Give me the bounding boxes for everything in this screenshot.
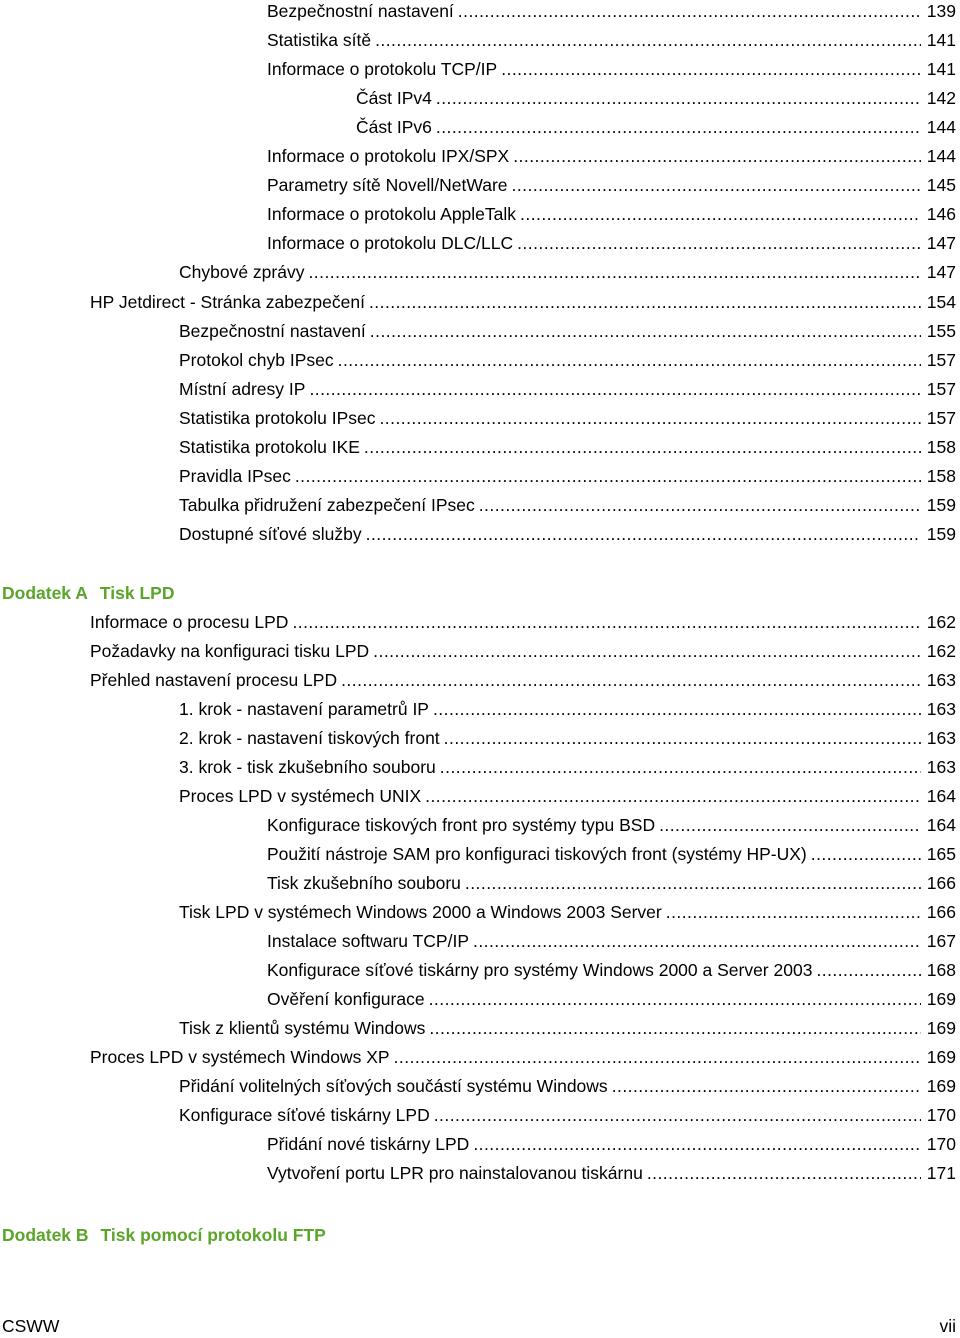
toc-dot-leader: [366, 520, 921, 549]
toc-entry-page: 169: [926, 1076, 956, 1096]
toc-entry-title: Tisk z klientů systému Windows: [179, 1018, 426, 1038]
toc-entry-page: 158: [926, 465, 956, 486]
toc-dot-leader: [473, 1130, 920, 1159]
toc-entry-title: Konfigurace síťové tiskárny LPD: [179, 1105, 430, 1125]
toc-entry[interactable]: [267, 229, 956, 258]
toc-entry-page: 147: [926, 233, 956, 254]
toc-entry-title: Proces LPD v systémech UNIX: [179, 786, 422, 806]
footer-page-number: vii: [939, 1316, 956, 1336]
toc-entry-title: Přehled nastavení procesu LPD: [90, 670, 338, 690]
toc-entry-page: 169: [926, 1018, 956, 1038]
appendix-a-heading[interactable]: [2, 579, 174, 608]
toc-entry-title: Parametry sítě Novell/NetWare: [267, 175, 508, 196]
toc-entry-page: 163: [926, 699, 956, 719]
toc-entry[interactable]: [267, 927, 956, 956]
toc-dot-leader: [473, 927, 921, 956]
toc-entry-page: 164: [926, 786, 956, 806]
appendix-b-title: Tisk pomocí protokolu FTP: [100, 1225, 326, 1245]
toc-entry-title: Informace o protokolu TCP/IP: [267, 59, 498, 80]
toc-entry-page: 157: [926, 378, 956, 399]
toc-entry-title: 3. krok - tisk zkušebního souboru: [179, 757, 436, 777]
toc-dot-leader: [364, 433, 921, 462]
toc-entry[interactable]: [179, 258, 956, 287]
toc-dot-leader: [436, 113, 921, 142]
footer-left: CSWW: [2, 1316, 60, 1336]
appendix-b-label: Dodatek B: [2, 1225, 89, 1245]
toc-entry[interactable]: [179, 462, 956, 491]
toc-entry-page: 141: [926, 59, 956, 80]
toc-entry[interactable]: [179, 1072, 956, 1101]
toc-entry-page: 141: [926, 30, 956, 51]
toc-entry-page: 166: [926, 873, 956, 893]
toc-entry[interactable]: [267, 0, 956, 26]
toc-entry-page: 169: [926, 989, 956, 1009]
toc-entry-title: Část IPv4: [356, 88, 432, 109]
toc-dot-leader: [370, 317, 921, 346]
toc-dot-leader: [647, 1159, 921, 1188]
toc-entry[interactable]: [179, 520, 956, 549]
toc-dot-leader: [512, 171, 921, 200]
toc-entry-title: Proces LPD v systémech Windows XP: [90, 1047, 390, 1067]
toc-entry-title: Informace o protokolu DLC/LLC: [267, 233, 514, 254]
toc-dot-leader: [425, 782, 921, 811]
toc-entry-page: 155: [926, 320, 956, 341]
appendix-a-title: Tisk LPD: [99, 583, 175, 603]
toc-dot-leader: [811, 840, 921, 869]
appendix-a-label: Dodatek A: [2, 583, 88, 603]
toc-dot-leader: [429, 985, 921, 1014]
toc-entry[interactable]: [179, 317, 956, 346]
toc-entry-title: Místní adresy IP: [179, 378, 306, 399]
toc-entry[interactable]: [90, 1043, 956, 1072]
toc-entry[interactable]: [179, 346, 956, 375]
toc-entry-title: Přidání volitelných síťových součástí systému Windows: [179, 1076, 608, 1096]
toc-entry-title: Část IPv6: [356, 117, 432, 138]
toc-entry-page: 167: [926, 931, 956, 951]
toc-dot-leader: [436, 84, 921, 113]
toc-entry[interactable]: [179, 724, 956, 753]
toc-entry-title: Protokol chyb IPsec: [179, 349, 334, 370]
toc-entry-title: 1. krok - nastavení parametrů IP: [179, 699, 429, 719]
toc-dot-leader: [666, 898, 921, 927]
toc-entry-title: Statistika protokolu IKE: [179, 436, 360, 457]
toc-dot-leader: [394, 1043, 921, 1072]
toc-entry[interactable]: [90, 637, 956, 666]
toc-entry[interactable]: [267, 956, 956, 985]
toc-dot-leader: [338, 346, 921, 375]
toc-dot-leader: [375, 26, 921, 55]
toc-entry-title: Tisk zkušebního souboru: [267, 873, 461, 893]
toc-entry-title: Bezpečnostní nastavení: [267, 1, 454, 21]
toc-dot-leader: [295, 462, 921, 491]
toc-entry-title: Použití nástroje SAM pro konfiguraci tiskových front (systémy HP-UX): [267, 844, 807, 864]
toc-entry[interactable]: [179, 375, 956, 404]
toc-dot-leader: [479, 491, 921, 520]
toc-dot-leader: [373, 637, 921, 666]
toc-entry[interactable]: [267, 200, 956, 229]
toc-entry-page: 162: [926, 641, 956, 661]
toc-entry-title: Tisk LPD v systémech Windows 2000 a Windows 2003 Server: [179, 902, 662, 922]
toc-entry-title: Pravidla IPsec: [179, 465, 291, 486]
toc-entry-page: 158: [926, 436, 956, 457]
toc-entry-title: Vytvoření portu LPR pro nainstalovanou tiskárnu: [267, 1163, 643, 1183]
toc-dot-leader: [434, 1101, 921, 1130]
toc-entry[interactable]: [179, 1101, 956, 1130]
toc-dot-leader: [501, 55, 921, 84]
toc-entry-title: Instalace softwaru TCP/IP: [267, 931, 469, 951]
toc-entry-title: Informace o protokolu IPX/SPX: [267, 146, 510, 167]
toc-entry-title: HP Jetdirect - Stránka zabezpečení: [90, 291, 365, 312]
toc-dot-leader: [341, 666, 921, 695]
toc-entry-title: 2. krok - nastavení tiskových front: [179, 728, 440, 748]
toc-dot-leader: [309, 375, 920, 404]
toc-entry-page: 144: [926, 117, 956, 138]
toc-entry-page: 169: [926, 1047, 956, 1067]
toc-entry[interactable]: [267, 26, 956, 55]
toc-dot-leader: [816, 956, 920, 985]
toc-entry-title: Statistika protokolu IPsec: [179, 407, 376, 428]
toc-entry-title: Statistika sítě: [267, 30, 372, 51]
toc-entry[interactable]: [356, 113, 956, 142]
toc-entry[interactable]: [179, 753, 956, 782]
toc-dot-leader: [444, 724, 921, 753]
toc-entry-page: 146: [926, 204, 956, 225]
toc-entry-page: 170: [926, 1134, 956, 1154]
toc-entry-page: 145: [926, 175, 956, 196]
toc-entry[interactable]: [267, 171, 956, 200]
toc-dot-leader: [433, 695, 921, 724]
toc-entry[interactable]: [267, 142, 956, 171]
toc-entry[interactable]: [179, 898, 956, 927]
toc-entry[interactable]: [179, 1014, 956, 1043]
toc-entry[interactable]: [179, 491, 956, 520]
toc-entry-title: Požadavky na konfiguraci tisku LPD: [90, 641, 370, 661]
toc-entry-page: 163: [926, 670, 956, 690]
toc-entry-page: 157: [926, 407, 956, 428]
toc-entry-title: Konfigurace tiskových front pro systémy typu BSD: [267, 815, 656, 835]
toc-entry-page: 144: [926, 146, 956, 167]
toc-dot-leader: [369, 288, 921, 317]
toc-entry[interactable]: [267, 1159, 956, 1188]
toc-entry[interactable]: [90, 608, 956, 637]
toc-dot-leader: [465, 869, 921, 898]
toc-entry[interactable]: [179, 782, 956, 811]
toc-entry-title: Konfigurace síťové tiskárny pro systémy Windows 2000 a Server 2003: [267, 960, 813, 980]
toc-entry-page: 154: [926, 291, 956, 312]
toc-entry-page: 142: [926, 88, 956, 109]
toc-dot-leader: [513, 142, 921, 171]
toc-dot-leader: [429, 1014, 920, 1043]
toc-entry[interactable]: [267, 985, 956, 1014]
toc-dot-leader: [517, 229, 921, 258]
toc-entry-page: 166: [926, 902, 956, 922]
appendix-b-heading[interactable]: [2, 1221, 326, 1250]
toc-entry-page: 168: [926, 960, 956, 980]
toc-entry-page: 171: [926, 1163, 956, 1183]
toc-dot-leader: [458, 0, 921, 26]
toc-entry-page: 163: [926, 757, 956, 777]
toc-entry-title: Přidání nové tiskárny LPD: [267, 1134, 470, 1154]
toc-entry[interactable]: [267, 811, 956, 840]
toc-entry-title: Ověření konfigurace: [267, 989, 425, 1009]
toc-entry-title: Informace o protokolu AppleTalk: [267, 204, 517, 225]
toc-entry-page: 165: [926, 844, 956, 864]
toc-dot-leader: [440, 753, 921, 782]
toc-entry-page: 159: [926, 494, 956, 515]
toc-dot-leader: [520, 200, 921, 229]
toc-entry[interactable]: [267, 1130, 956, 1159]
toc-entry-page: 164: [926, 815, 956, 835]
toc-dot-leader: [612, 1072, 921, 1101]
toc-entry[interactable]: [179, 404, 956, 433]
toc-entry[interactable]: [356, 84, 956, 113]
toc-entry[interactable]: [267, 869, 956, 898]
toc-entry[interactable]: [267, 840, 956, 869]
toc-dot-leader: [379, 404, 920, 433]
toc-entry-page: 157: [926, 349, 956, 370]
toc-entry-page: 139: [926, 1, 956, 21]
toc-dot-leader: [308, 258, 920, 287]
toc-entry[interactable]: [90, 288, 956, 317]
toc-entry-page: 170: [926, 1105, 956, 1125]
toc-entry-page: 163: [926, 728, 956, 748]
toc-entry-page: 162: [926, 612, 956, 632]
toc-entry-page: 159: [926, 523, 956, 544]
toc-entry[interactable]: [267, 55, 956, 84]
toc-entry-title: Tabulka přidružení zabezpečení IPsec: [179, 494, 475, 515]
toc-entry-title: Chybové zprávy: [179, 262, 305, 283]
toc-entry[interactable]: [179, 695, 956, 724]
toc-entry[interactable]: [90, 666, 956, 695]
toc-entry-title: Informace o procesu LPD: [90, 612, 289, 632]
toc-dot-leader: [292, 608, 920, 637]
toc-entry-title: Dostupné síťové služby: [179, 523, 362, 544]
toc-entry[interactable]: [179, 433, 956, 462]
toc-entry-title: Bezpečnostní nastavení: [179, 320, 366, 341]
toc-entry-page: 147: [926, 262, 956, 283]
toc-dot-leader: [659, 811, 921, 840]
